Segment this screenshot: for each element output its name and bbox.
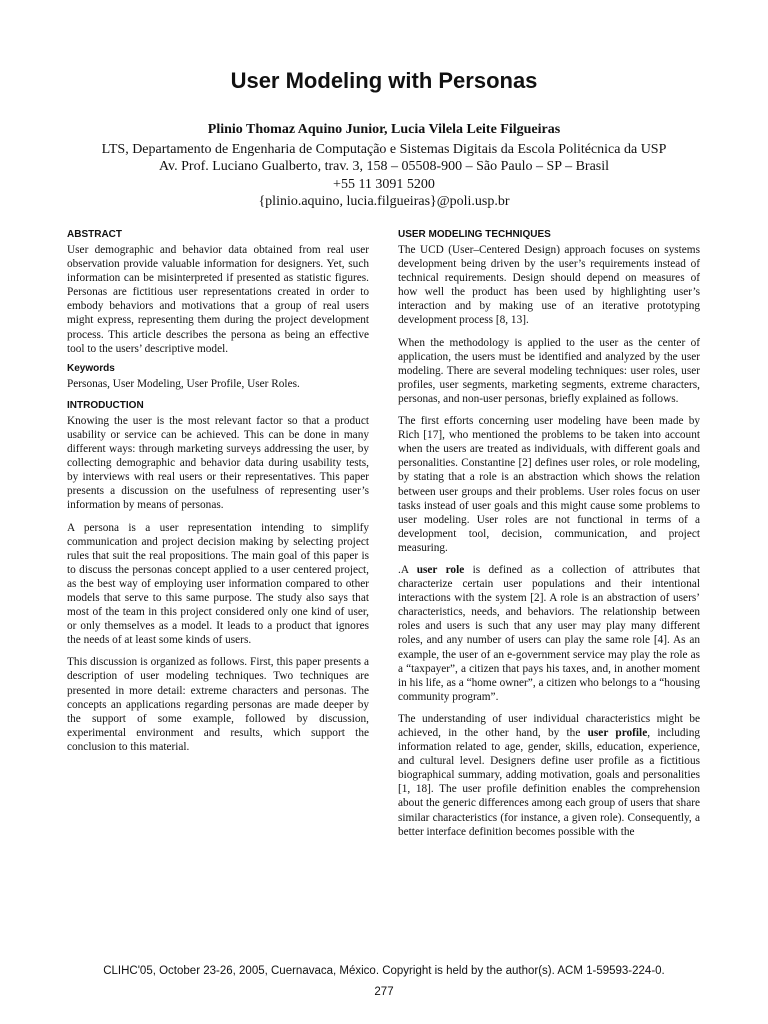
user-profile-paragraph — [398, 712, 700, 839]
page-number: 277 — [374, 986, 394, 998]
introduction-paragraph-3: This discussion is organized as follows. First, this paper presents a description of user modeling techniques. Two techniques are presented in more detail: extreme characters and personas. The concepts an applications regarding personas are made deeper by the support of some example, followed by discussion, experimental environment and results, which support the conclusion to this material. — [67, 656, 369, 753]
user-profile-body: , including information related to age, gender, skills, education, experience, and cultural level. Designers define user profile as a fictitious biographical summary, adding motivation, goals and personalities [1, 18]. The user profile definition enables the comprehension about the generic differences among each group of users that share similar characteristics (for instance, a given role). Consequently, a better interface definition becomes possible with the — [398, 727, 700, 838]
keywords-text: Personas, User Modeling, User Profile, User Roles. — [67, 377, 300, 390]
abstract-heading: ABSTRACT — [67, 229, 122, 240]
paper-title: User Modeling with Personas — [230, 68, 538, 93]
user-role-paragraph — [398, 563, 700, 704]
keywords-heading: Keywords — [67, 362, 115, 374]
techniques-paragraph-3: The first efforts concerning user modeling have been made by Rich [17], who mentioned the problems to be taken into account when the users are treated as individuals, with different goals and personalities. Constantine [2] defines user roles, or role modeling, by stating that a role is an abstraction which shows the relation between user groups and their problems. User roles focus on user tasks instead of user goals and this might cause some problems to user modeling. User roles are not functional in terms of a development tool, decision, communication, and project measuring. — [398, 415, 700, 554]
abstract-text: User demographic and behavior data obtained from real user observation provide valuable information for designers. Yet, such information can be misinterpreted if presented as statistic figures. Personas are fictitious user representations created in order to embody behaviors and motivations that a group of real users might express, representing them during the project development process. This article describes the persona as being an effective tool to the users’ descriptive model. — [67, 244, 369, 355]
affiliation-line-1: LTS, Departamento de Engenharia de Computação e Sistemas Digitais da Escola Politécnica da USP — [101, 142, 667, 157]
copyright-footer: CLIHC'05, October 23-26, 2005, Cuernavaca, México. Copyright is held by the author(s). ACM 1-59593-224-0. — [103, 965, 665, 977]
user-role-term: user role — [416, 563, 465, 576]
author-emails: {plinio.aquino, lucia.filgueiras}@poli.usp.br — [258, 194, 510, 209]
user-role-body: is defined as a collection of attributes that characterize certain user populations and their intentional interactions with the system [2]. A role is an abstraction of users’ characteristics, needs, and behaviors. The relationship between roles and users is such that any user may play many different roles, and any number of users can play the same role [4]. As an example, the user of an e-government service may play the role as a “taxpayer”, a citizen that pays his taxes, and, in another moment in his life, as a “home owner”, a citizen who belongs to a “housing community program”. — [398, 563, 700, 703]
techniques-paragraph-2: When the methodology is applied to the user as the center of application, the users must be identified and analyzed by the user modeling. There are several modeling techniques: user roles, user profiles, user segments, marketing segments, extreme characters, personas, and non-user personas, briefly explained as follows. — [398, 336, 700, 405]
introduction-paragraph-1: Knowing the user is the most relevant factor so that a product usability or service can be achieved. This can be done in many different ways: through marketing surveys addressing the user, by collecting demographic and behavior data during usability tests, by interviews with real users or their representatives. This paper presents a discussion on the usefulness of representing user’s information by means of personas. — [67, 414, 369, 512]
left-column — [67, 228, 369, 762]
author-names: Plinio Thomaz Aquino Junior, Lucia Vilela Leite Filgueiras — [207, 122, 561, 137]
user-profile-lead: The understanding of user individual characteristics might be achieved, in the other hand, by the — [398, 712, 700, 739]
user-role-lead: .A — [398, 563, 417, 576]
user-profile-term: user profile — [587, 727, 648, 739]
phone-number: +55 11 3091 5200 — [333, 177, 435, 192]
right-column — [398, 228, 700, 847]
user-modeling-techniques-heading: USER MODELING TECHNIQUES — [398, 229, 551, 240]
techniques-paragraph-1: The UCD (User–Centered Design) approach focuses on systems development being driven by the user’s requirements instead of technical requirements. Design should depend on measures of how well the product has been used by highlighting user’s interaction and by making use of an iterative prototyping development process [8, 13]. — [398, 244, 700, 327]
affiliation-line-2: Av. Prof. Luciano Gualberto, trav. 3, 158 – 05508-900 – São Paulo – SP – Brasil — [158, 159, 610, 174]
introduction-heading: INTRODUCTION — [67, 399, 144, 411]
introduction-paragraph-2: A persona is a user representation intending to simplify communication and project decision making by selecting project rules that suit the real propositions. The main goal of this paper is to discuss the personas concept applied to a user centered project, as the best way of employing user information compared to other models that serve to this same purpose. The study also says that most of the team in this project considered only one kind of user, or only themselves as a model. It leads to a product that ignores the needs of at least some kinds of users. — [67, 521, 369, 647]
